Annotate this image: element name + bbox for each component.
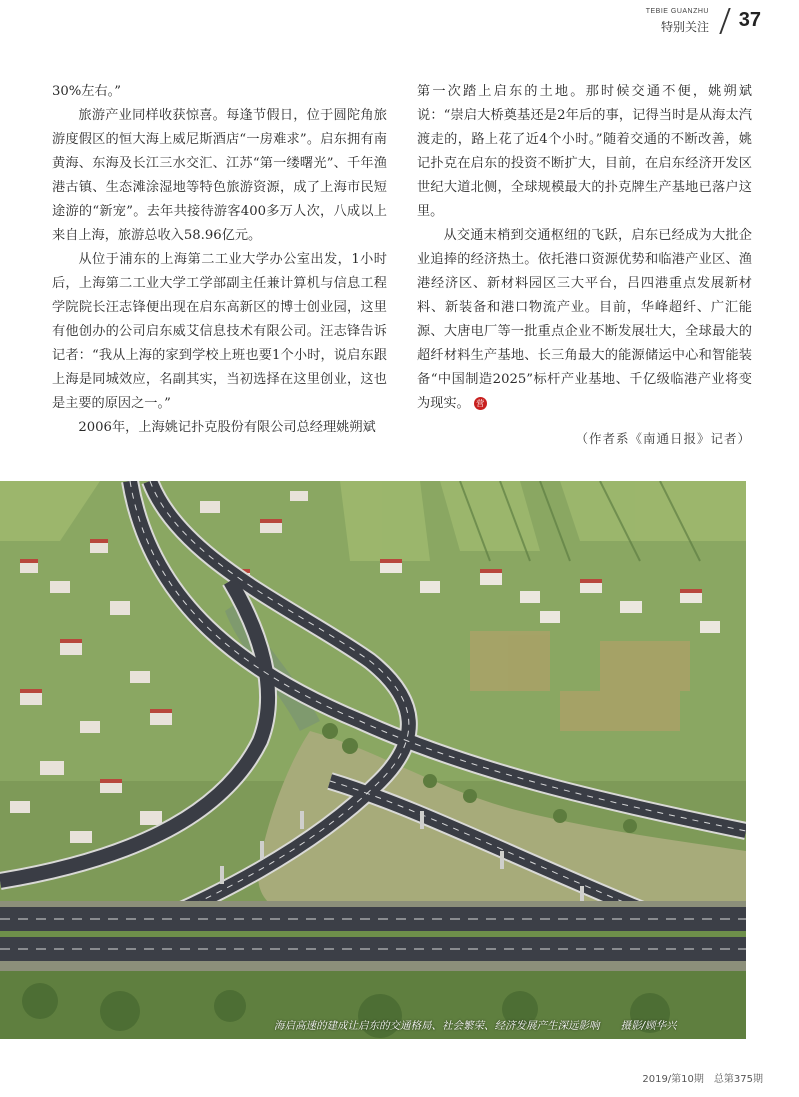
paragraph: 旅游产业同样收获惊喜。每逢节假日，位于圆陀角旅游度假区的恒大海上威尼斯酒店“一房难求”。启东拥有南黄海、东海及长江三水交汇、江苏“第一缕曙光”、千年渔港古镇、生态滩涂湿地等特色旅游资源，成了上海市民短途游的“新宠”。去年共接待游客400多万人次，八成以上来自上海，旅游总收入58.96亿元。	[52, 108, 387, 243]
paragraph: 第一次踏上启东的土地。那时候交通不便，姚朔斌说：“崇启大桥奠基还是2年后的事，记得当时是从海太汽渡走的，路上花了近4个小时。”随着交通的不断改善，姚记扑克在启东的投资不断扩大，目前，在启东经济开发区世纪大道北侧，全球规模最大的扑克牌生产基地已落户这里。	[417, 84, 752, 219]
section-title-cn: 特别关注	[660, 20, 709, 34]
paragraph: 从位于浦东的上海第二工业大学办公室出发，1小时后，上海第二工业大学工学部副主任兼计算机与信息工程学院院长汪志锋便出现在启东高新区的博士创业园，这里有他创办的公司启东威艾信息技术有限公司。汪志锋告诉记者：“我从上海的家到学校上班也要1个小时，说启东跟上海是同城效应，名副其实，当初选择在这里创业，这也是主要的原因之一。”	[52, 252, 387, 411]
paragraph	[417, 224, 752, 416]
author-byline: （作者系《南通日报》记者）	[575, 431, 751, 446]
photo-caption: 海启高速的建成让启东的交通格局、社会繁荣、经济发展产生深远影响 摄影/顾华兴	[274, 1020, 677, 1032]
issue-footer: 2019/第10期 总第375期	[642, 1074, 763, 1085]
page-header	[625, 6, 765, 36]
paragraph-text: 从交通末梢到交通枢纽的飞跃，启东已经成为大批企业追捧的经济热土。依托港口资源优势和临港产业区、渔港经济区、新材料园区三大平台，吕四港重点发展新材料、新装备和港口物流产业。目前，华峰超纤、广汇能源、大唐电厂等一批重点企业不断发展壮大，全球最大的超纤材料生产基地、长三角最大的能源储运中心和智能装备“中国制造2025”标杆产业基地、千亿级临港产业将变为现实。	[417, 228, 752, 411]
paragraph: 2006年，上海姚记扑克股份有限公司总经理姚朔斌	[78, 420, 376, 435]
right-column	[417, 80, 752, 416]
section-title-en: TEBIE GUANZHU	[645, 8, 709, 15]
page-number: 37	[738, 9, 761, 31]
aerial-photo	[0, 481, 746, 1039]
header-divider	[719, 8, 730, 34]
paragraph: 30%左右。”	[52, 84, 122, 99]
end-mark-icon: 营	[474, 397, 487, 410]
left-column	[52, 80, 387, 440]
